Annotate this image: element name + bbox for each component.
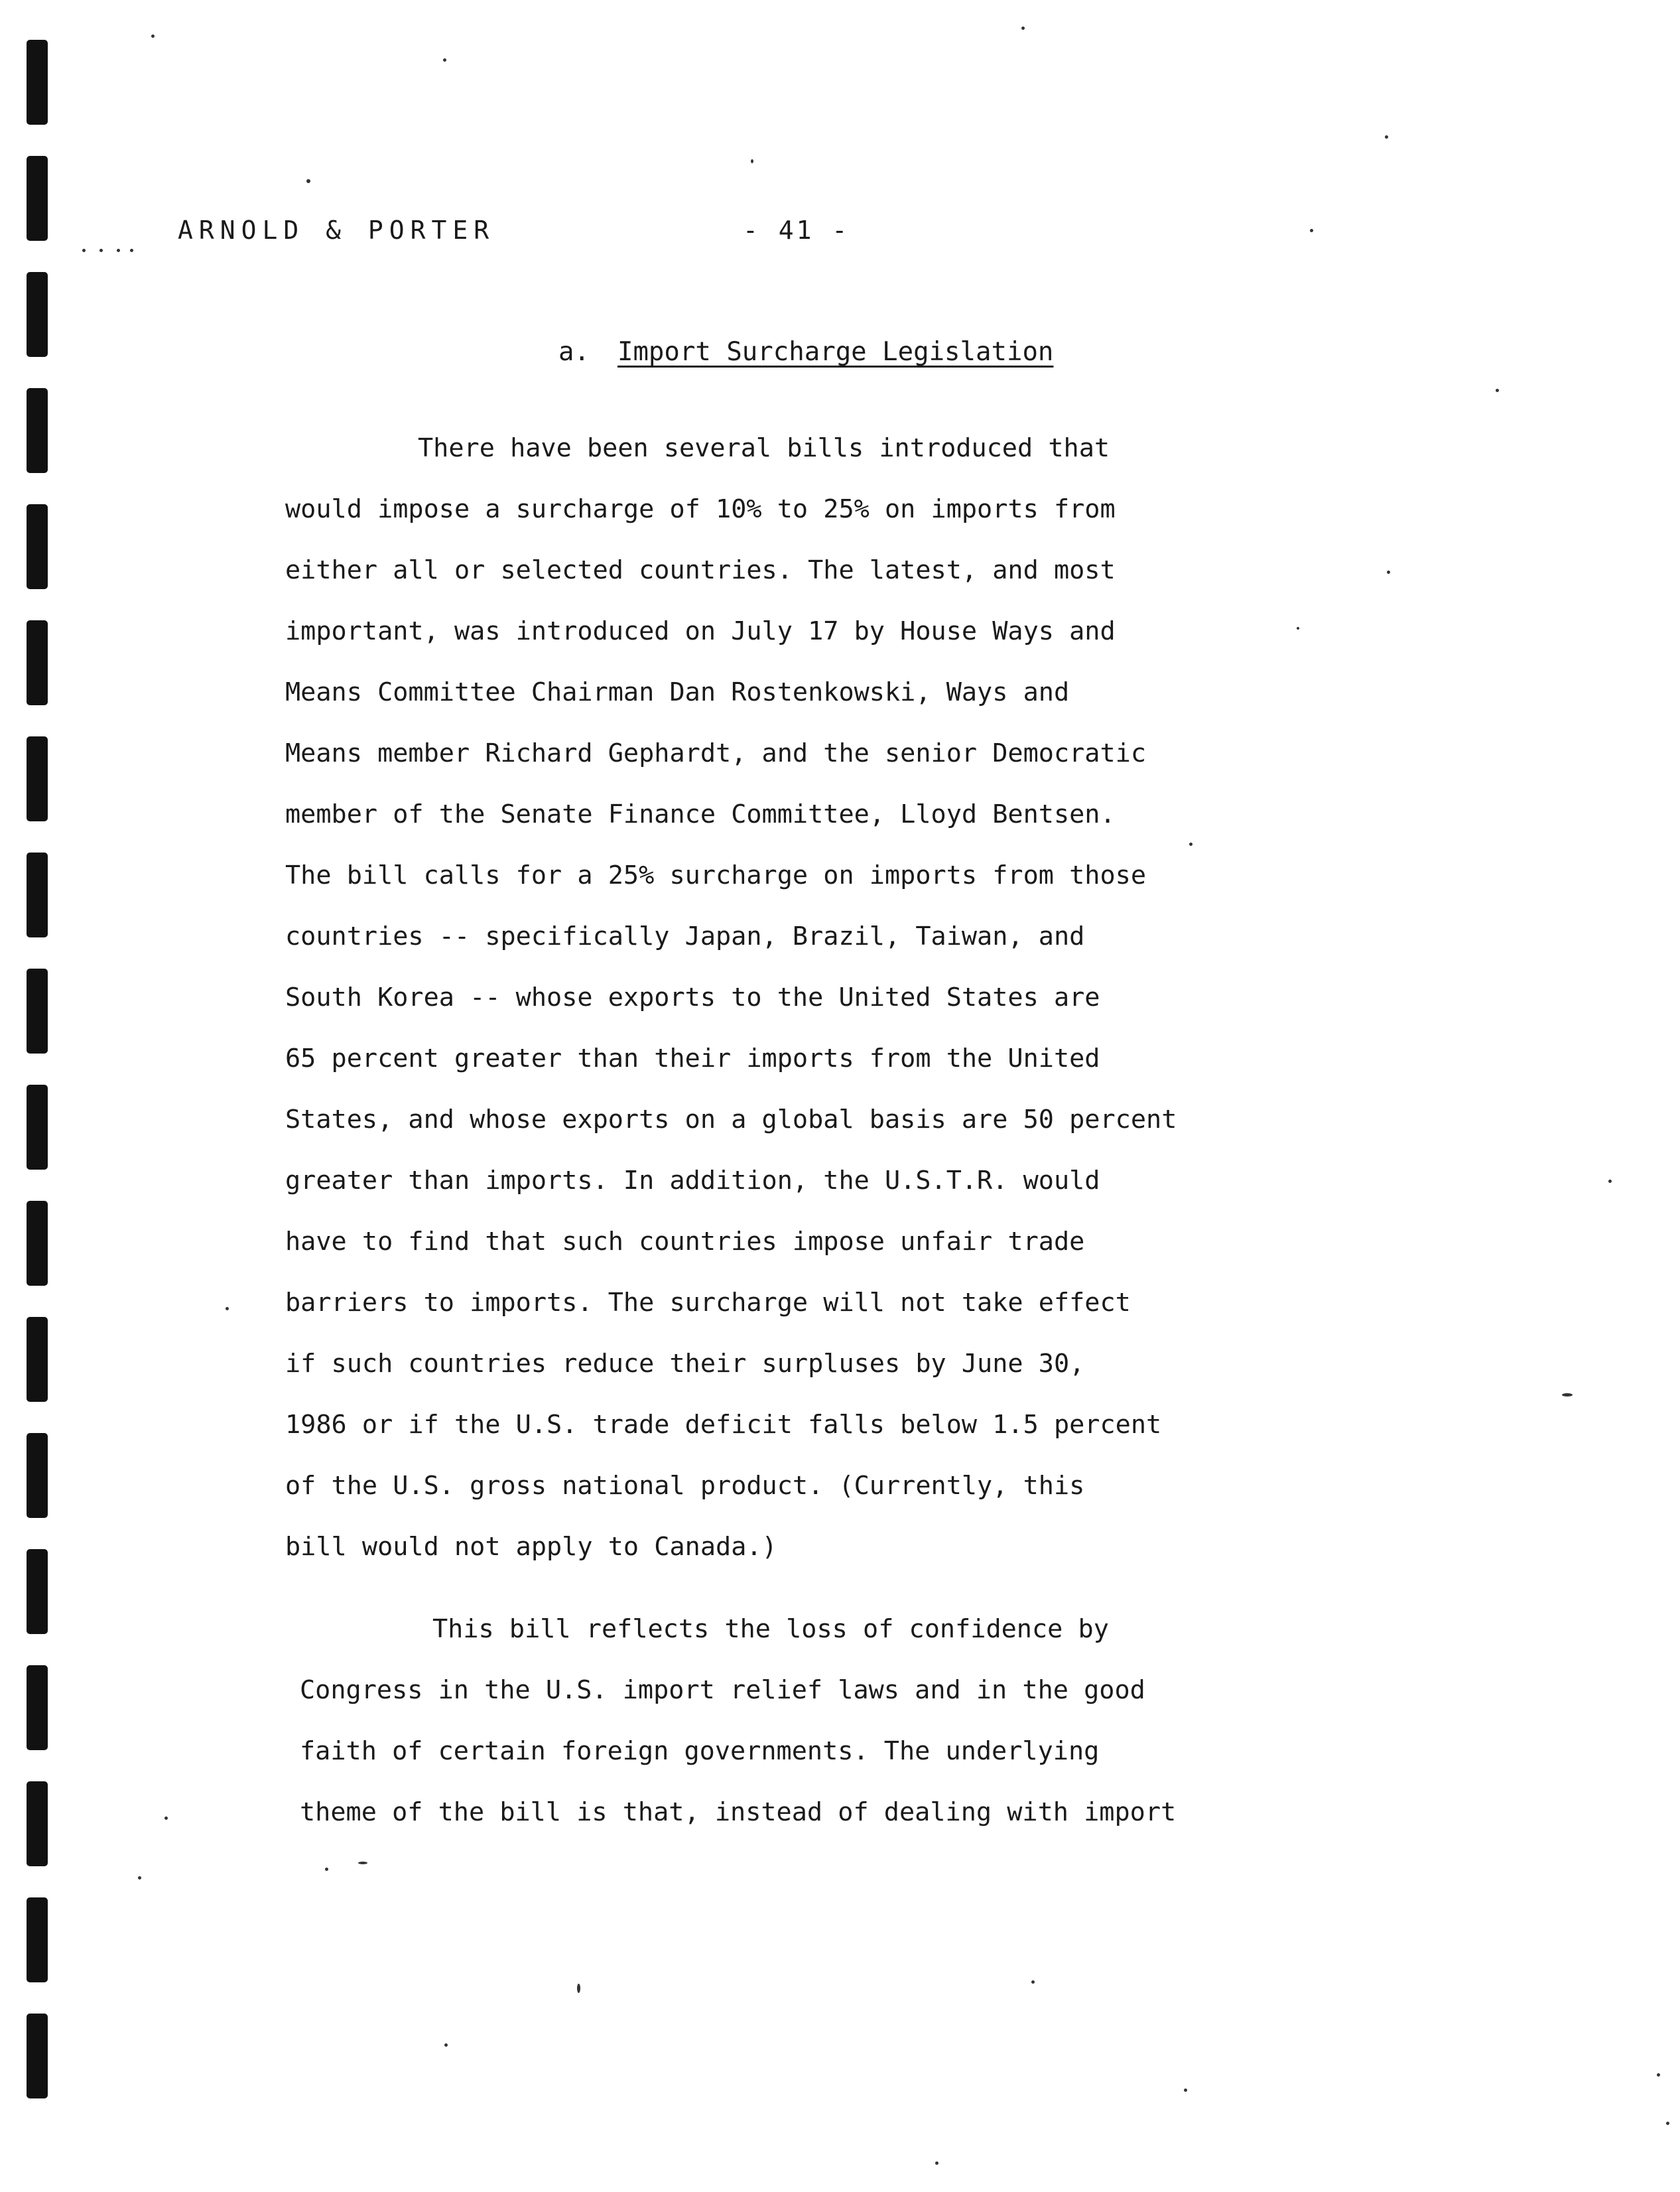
text-line: greater than imports. In addition, the U.S.T.R. would bbox=[285, 1166, 1100, 1196]
paragraph bbox=[285, 418, 1373, 1578]
scan-speck bbox=[577, 1984, 580, 1993]
text-line: faith of certain foreign governments. The underlying bbox=[300, 1736, 1100, 1766]
text-line: There have been several bills introduced that bbox=[418, 433, 1110, 463]
scan-speck bbox=[1297, 627, 1299, 630]
binder-punch-marks bbox=[27, 27, 50, 2176]
scan-speck bbox=[1385, 135, 1388, 139]
text-line: Means member Richard Gephardt, and the senior Democratic bbox=[285, 738, 1147, 768]
binder-mark bbox=[27, 1317, 48, 1402]
scan-speck bbox=[325, 1868, 328, 1871]
text-line: would impose a surcharge of 10% to 25% on imports from bbox=[285, 494, 1116, 524]
binder-mark bbox=[27, 1781, 48, 1866]
text-line: Means Committee Chairman Dan Rostenkowski, Ways and bbox=[285, 677, 1070, 707]
binder-mark bbox=[27, 1665, 48, 1750]
scan-speck bbox=[444, 2043, 448, 2047]
binder-mark bbox=[27, 1085, 48, 1170]
text-line: if such countries reduce their surpluses by June 30, bbox=[285, 1349, 1085, 1379]
scan-speck bbox=[1608, 1180, 1612, 1183]
binder-mark bbox=[27, 736, 48, 821]
paragraph bbox=[300, 1599, 1388, 1843]
scan-speck bbox=[1021, 27, 1025, 30]
text-line: countries -- specifically Japan, Brazil, Taiwan, and bbox=[285, 922, 1085, 951]
scan-speck bbox=[151, 34, 155, 38]
text-line: South Korea -- whose exports to the United States are bbox=[285, 983, 1100, 1012]
firm-name: ARNOLD & PORTER bbox=[178, 216, 495, 245]
binder-mark bbox=[27, 504, 48, 589]
scan-speck bbox=[935, 2161, 938, 2165]
binder-mark bbox=[27, 40, 48, 125]
scan-speck bbox=[1657, 2073, 1660, 2077]
scan-speck bbox=[1666, 2122, 1669, 2125]
text-line: States, and whose exports on a global basis are 50 percent bbox=[285, 1105, 1177, 1134]
text-line: of the U.S. gross national product. (Currently, this bbox=[285, 1471, 1085, 1501]
scan-speck bbox=[82, 249, 86, 252]
scan-speck bbox=[1031, 1980, 1035, 1984]
scan-speck bbox=[306, 179, 310, 183]
section-title: Import Surcharge Legislation bbox=[617, 337, 1054, 367]
page-header bbox=[0, 216, 1680, 255]
scan-speck bbox=[1496, 389, 1499, 392]
text-line: 65 percent greater than their imports from the United bbox=[285, 1044, 1100, 1073]
text-line: This bill reflects the loss of confidence by bbox=[432, 1614, 1109, 1644]
text-line: Congress in the U.S. import relief laws and in the good bbox=[300, 1675, 1145, 1705]
scan-speck bbox=[164, 1816, 168, 1820]
binder-mark bbox=[27, 2014, 48, 2098]
scan-speck bbox=[1310, 229, 1313, 232]
text-line: either all or selected countries. The latest, and most bbox=[285, 555, 1116, 585]
section-letter: a. bbox=[558, 337, 590, 367]
binder-mark bbox=[27, 388, 48, 473]
text-line: have to find that such countries impose unfair trade bbox=[285, 1227, 1085, 1257]
text-line: theme of the bill is that, instead of dealing with import bbox=[300, 1797, 1177, 1827]
scan-speck bbox=[1184, 2089, 1187, 2092]
text-line: member of the Senate Finance Committee, Lloyd Bentsen. bbox=[285, 799, 1116, 829]
section-heading bbox=[558, 337, 1053, 367]
binder-mark bbox=[27, 969, 48, 1054]
scan-speck bbox=[138, 1876, 141, 1880]
scan-speck bbox=[99, 249, 103, 252]
scan-speck bbox=[1387, 571, 1390, 574]
binder-mark bbox=[27, 272, 48, 357]
binder-mark bbox=[27, 1433, 48, 1518]
scan-speck bbox=[358, 1862, 367, 1864]
binder-mark bbox=[27, 1549, 48, 1634]
text-line: important, was introduced on July 17 by House Ways and bbox=[285, 616, 1116, 646]
scan-speck bbox=[226, 1307, 229, 1310]
binder-mark bbox=[27, 1201, 48, 1286]
text-line: The bill calls for a 25% surcharge on imports from those bbox=[285, 860, 1147, 890]
scan-speck bbox=[1189, 843, 1193, 846]
scan-speck bbox=[117, 249, 120, 252]
binder-mark bbox=[27, 1897, 48, 1982]
scan-speck bbox=[130, 249, 133, 252]
scan-speck bbox=[1562, 1393, 1573, 1397]
text-line: bill would not apply to Canada.) bbox=[285, 1532, 777, 1562]
text-line: barriers to imports. The surcharge will not take effect bbox=[285, 1288, 1131, 1318]
scan-speck bbox=[751, 159, 753, 163]
binder-mark bbox=[27, 620, 48, 705]
page-number: - 41 - bbox=[743, 216, 850, 245]
scan-speck bbox=[443, 58, 446, 62]
binder-mark bbox=[27, 853, 48, 937]
text-line: 1986 or if the U.S. trade deficit falls below 1.5 percent bbox=[285, 1410, 1162, 1440]
